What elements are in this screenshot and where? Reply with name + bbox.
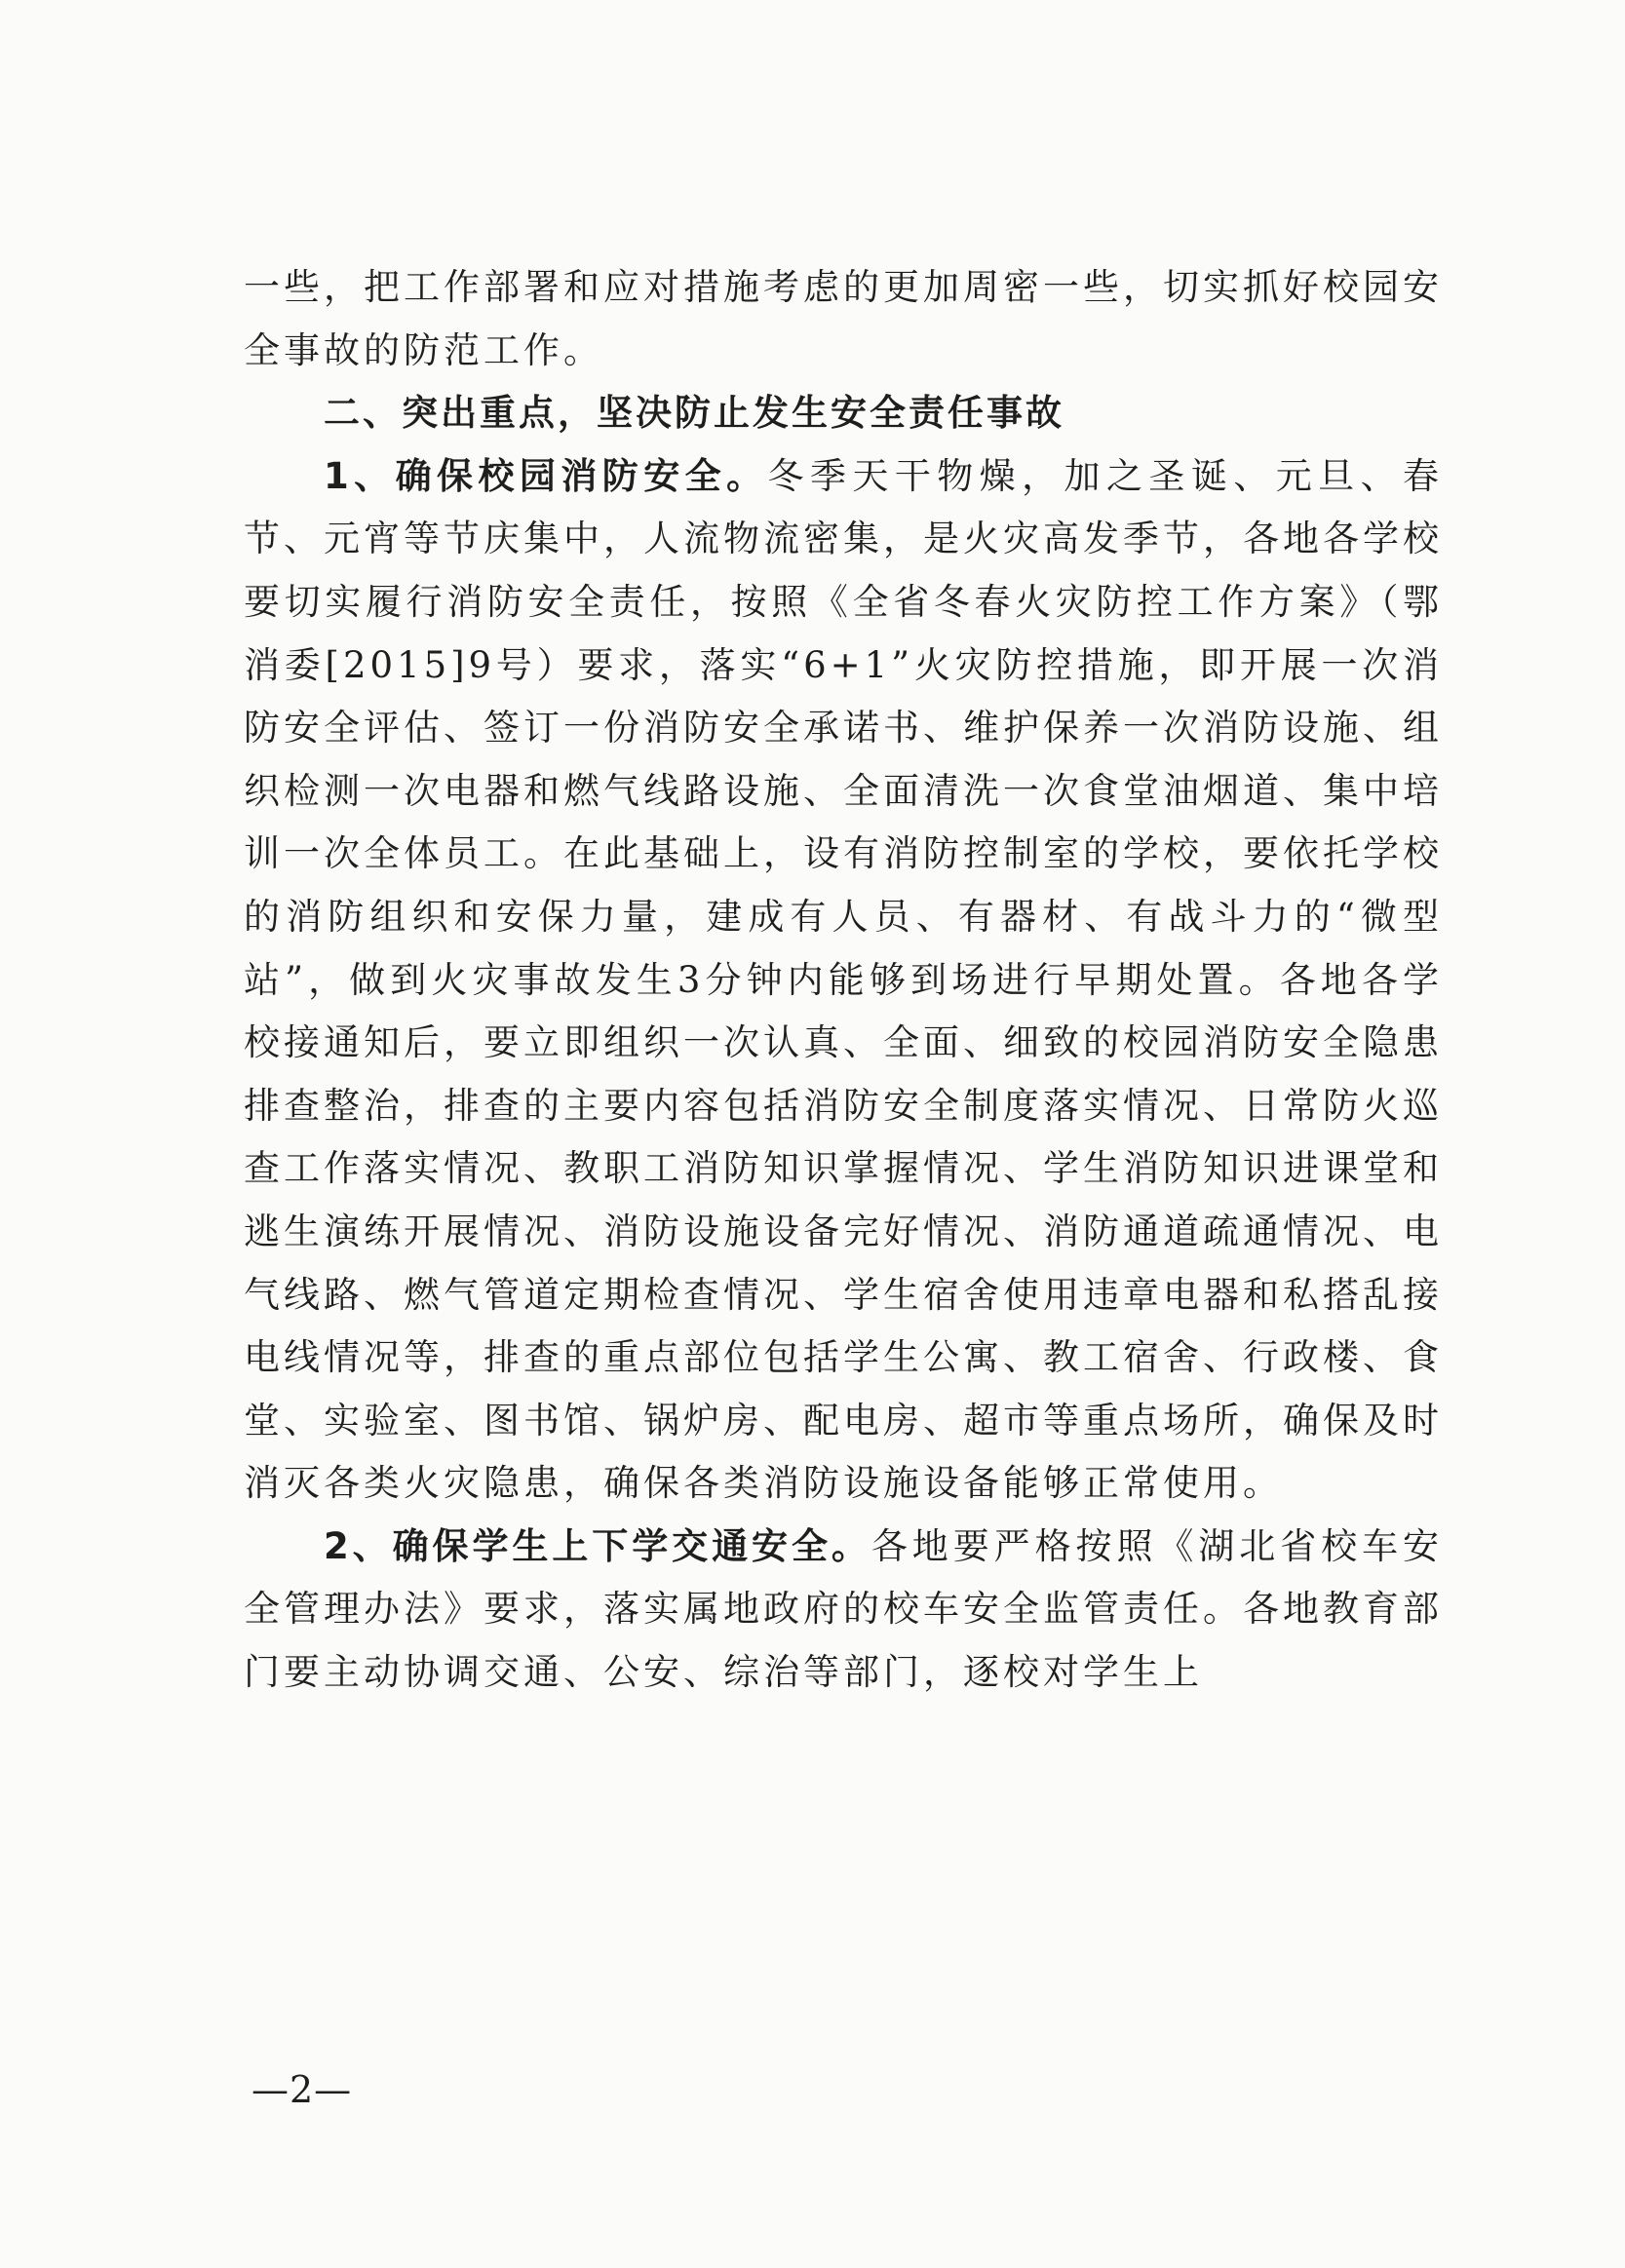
section-heading: 二、突出重点，坚决防止发生安全责任事故	[324, 392, 1064, 435]
continuation-paragraph: 一些，把工作部署和应对措施考虑的更加周密一些，切实抓好校园安全事故的防范工作。	[244, 266, 1443, 371]
page-number: —2—	[251, 2068, 353, 2111]
item-2-text: 各地要严格按照《湖北省校车安全管理办法》要求，落实属地政府的校车安全监管责任。各地教育部门要主动协调交通、公安、综治等部门，逐校对学生上	[244, 1524, 1444, 1694]
item-2-paragraph	[244, 1516, 1443, 1705]
item-1-text: 冬季天干物燥，加之圣诞、元旦、春节、元宵等节庆集中，人流物流密集，是火灾高发季节，各地各学校要切实履行消防安全责任，按照《全省冬春火灾防控工作方案》（鄂消委[2015]9号）要求，落实“6+1”火灾防控措施，即开展一次消防安全评估、签订一份消防安全承诺书、维护保养一次消防设施、组织检测一次电器和燃气线路设施、全面清洗一次食堂油烟道、集中培训一次全体员工。在此基础上，设有消防控制室的学校，要依托学校的消防组织和安保力量，建成有人员、有器材、有战斗力的“微型站”，做到火灾事故发生3分钟内能够到场进行早期处置。各地各学校接通知后，要立即组织一次认真、全面、细致的校园消防安全隐患排查整治，排查的主要内容包括消防安全制度落实情况、日常防火巡查工作落实情况、教职工消防知识掌握情况、学生消防知识进课堂和逃生演练开展情况、消防设施设备完好情况、消防通道疏通情况、电气线路、燃气管道定期检查情况、学生宿舍使用违章电器和私搭乱接电线情况等，排查的重点部位包括学生公寓、教工宿舍、行政楼、食堂、实验室、图书馆、锅炉房、配电房、超市等重点场所，确保及时消灭各类火灾隐患，确保各类消防设施设备能够正常使用。	[244, 454, 1444, 1505]
item-2-lead: 2、确保学生上下学交通安全。	[324, 1524, 871, 1567]
item-1-paragraph	[244, 445, 1443, 1516]
item-1-lead: 1、确保校园消防安全。	[324, 454, 768, 497]
document-body	[244, 256, 1443, 1705]
